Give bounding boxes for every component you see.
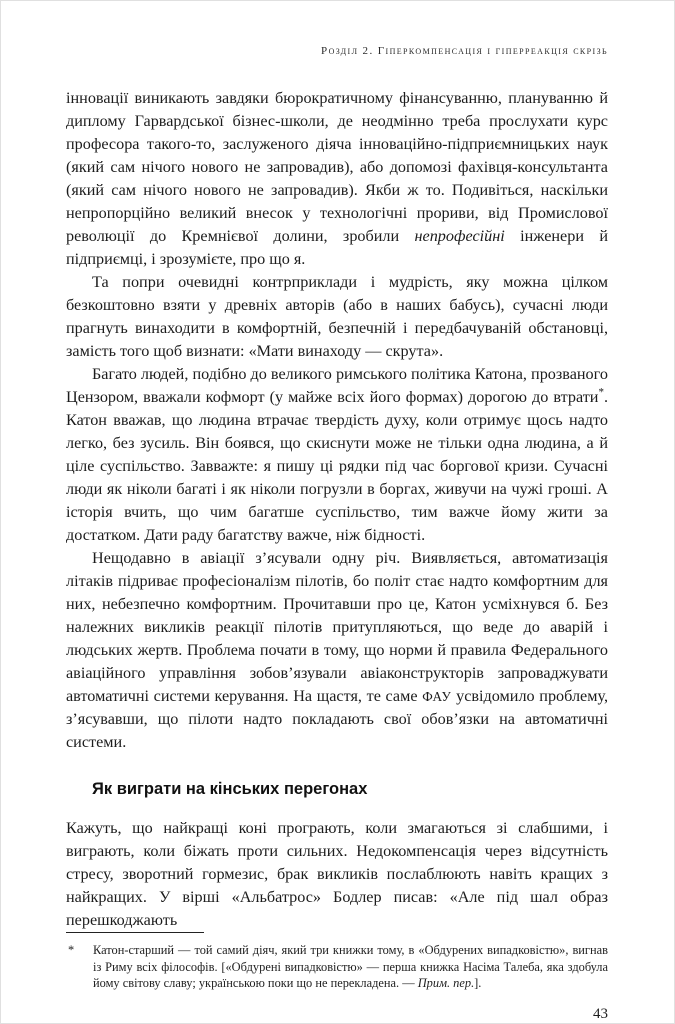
footnote-marker: * bbox=[68, 943, 75, 957]
paragraph bbox=[66, 87, 608, 271]
text-segment: Багато людей, подібно до великого римського політика Катона, прозваного Цензором, вважали кофморт (у майже всіх його формах) дорогою до втрати bbox=[66, 365, 608, 406]
text-segment: Нещодавно в авіації з’ясували одну річ. Виявляється, автоматизація літаків підриває професіоналізм пілотів, бо політ стає надто комфортним для них, небезпечно комфортним. Прочитавши про це, Катон усміхнувся б. Без належних викликів реакції пілотів притупляються, що веде до аварій і людських жертв. Проблема почати в тому, що норми й правила Федерального авіаційного управління зобов’язували авіаконструкторів запроваджувати автоматичні системи керування. На щастя, те саме bbox=[66, 549, 608, 705]
text-segment: інновації виникають завдяки бюрократичному фінансуванню, плануванню й диплому Гарвардської бізнес-школи, де неодмінно треба прослухати курс професора такого-то, заслуженого діяча інноваційно-підприємницьких наук (який сам нічого нового не запровадив), або допомозі фахівця-консультанта (який сам нічого нового не запровадив). Якби ж то. Подивіться, наскільки непропорційно великий внесок у технологічні прориви, від Промислової революції до Кремнієвої долини, зробили bbox=[66, 89, 608, 245]
paragraph bbox=[66, 547, 608, 754]
text-segment: Та попри очевидні контрприклади і мудрість, яку можна цілком безкоштовно взяти у древніх авторів (або в наших бабусь), сучасні люди прагнуть винаходити в комфортній, безпечній і передбачуваній обстановці, замість того щоб визнати: «Мати винаходу — скрута». bbox=[66, 273, 608, 360]
text-segment: Катон-старший — той самий діяч, який три книжки тому, в «Обдурених випадковістю», вигнав із Риму всіх філософів. [«Обдурені випадковістю» — перша книжка Насіма Талеба, яка здобула йому світову славу; українською поки що не перекладена. — bbox=[93, 943, 608, 990]
page-number: 43 bbox=[593, 1005, 608, 1022]
text-segment: Прим. пер. bbox=[417, 976, 475, 990]
footnote-block bbox=[66, 932, 608, 1023]
footnote-ref: * bbox=[598, 386, 604, 399]
footnote-text bbox=[93, 943, 608, 990]
section-heading: Як виграти на кінських перегонах bbox=[92, 780, 368, 798]
running-header: Розділ 2. Гіперкомпенсація і гіперреакція скрізь bbox=[321, 45, 608, 57]
text-segment: . Катон вважав, що людина втрачає твердість духу, коли отримує щось надто легко, без зусиль. Він боявся, що скиснути може не тільки одна людина, а й ціле суспільство. Завважте: я пишу ці рядки під час боргової кризи. Сучасні люди як ніколи багаті і як ніколи погрузли в боргах, живучи на чужі гроші. А історія вчить, що чим багатше суспільство, тим важче йому жити за достатком. Дати раду багатству важче, ніж бідності. bbox=[66, 388, 608, 544]
paragraph bbox=[66, 363, 608, 547]
text-segment: Кажуть, що найкращі коні програють, коли змагаються зі слабшими, і виграють, коли біжать проти сильних. Недокомпенсація через відсутність стресу, зворотний гормезис, брак викликів послаблюють навіть кращих з найкращих. У вірші «Альбатрос» Бодлер писав: «Але під шал образ перешкоджають bbox=[66, 819, 608, 929]
text-segment: інженери й підприємці, і зрозумієте, про що я. bbox=[66, 227, 608, 268]
text-segment: непрофесійні bbox=[414, 227, 505, 245]
text-segment: ]. bbox=[474, 976, 482, 990]
text-segment: усвідомило проблему, з’ясувавши, що пілоти надто покладають свої обов’язки на автоматичні системи. bbox=[66, 687, 608, 751]
body-text bbox=[66, 87, 608, 754]
text-segment: ФАУ bbox=[422, 689, 452, 704]
paragraph bbox=[66, 817, 608, 932]
section-body bbox=[66, 817, 608, 932]
footnote bbox=[66, 942, 608, 992]
footnote-divider bbox=[66, 932, 204, 933]
paragraph bbox=[66, 271, 608, 363]
